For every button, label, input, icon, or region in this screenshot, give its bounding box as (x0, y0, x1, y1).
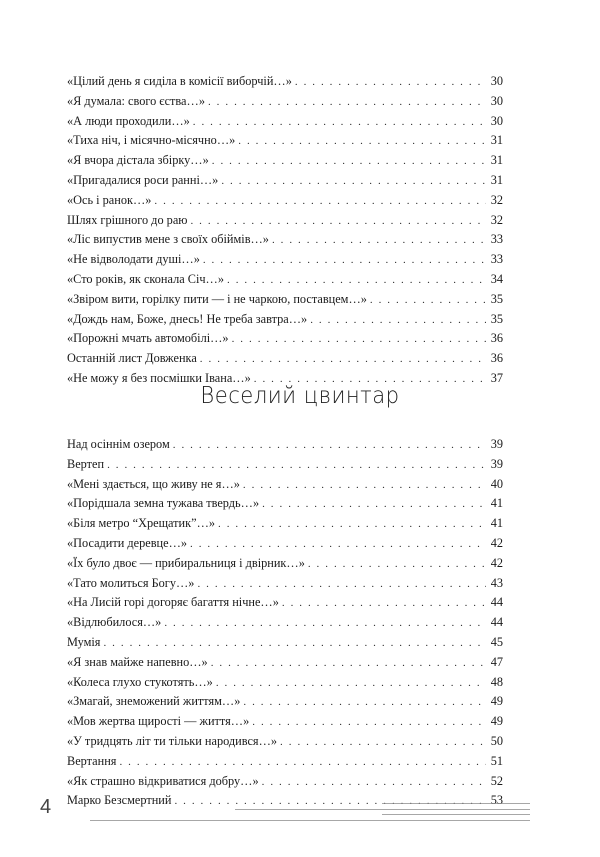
toc-entry-title: «Відлюбилося…» (67, 615, 162, 630)
toc-entry (67, 310, 503, 330)
toc-entry-title: «Біля метро “Хрещатик”…» (67, 516, 216, 531)
toc-entry-page: 44 (490, 615, 503, 630)
toc-entry (67, 613, 503, 633)
toc-leader-dots (221, 172, 486, 192)
toc-entry (67, 732, 503, 752)
toc-leader-dots (164, 614, 486, 634)
toc-entry-title: «Тиха ніч, і місячно-місячно…» (67, 133, 236, 148)
toc-entry-title: Останній лист Довженка (67, 351, 197, 366)
toc-entry (67, 574, 503, 594)
toc-entry-page: 34 (490, 271, 503, 286)
toc-leader-dots (103, 634, 486, 654)
toc-entry-title: «Ліс випустив мене з своїх обіймів…» (67, 232, 269, 247)
toc-leader-dots (308, 555, 486, 575)
toc-entry-title: «Не можу я без посмішки Івана…» (67, 370, 251, 385)
toc-entry-title: Вертеп (67, 456, 105, 471)
section-heading: Веселий цвинтар (200, 383, 400, 409)
toc-entry (67, 290, 503, 310)
toc-entry (67, 554, 503, 574)
toc-entry-title: Вертання (67, 753, 117, 768)
toc-entry-title: «Я знав майже напевно…» (67, 654, 208, 669)
toc-entry-title: «Сто років, як сконала Січ…» (67, 271, 224, 286)
toc-entry-title: Шлях грішного до раю (67, 212, 188, 227)
toc-leader-dots (203, 251, 486, 271)
toc-entry-page: 35 (490, 291, 503, 306)
toc-entry-title: «А люди проходили…» (67, 113, 190, 128)
toc-entry-page: 30 (490, 74, 503, 88)
toc-entry-title: «Не відволодати душі…» (67, 252, 200, 267)
toc-entry (67, 329, 503, 349)
toc-entry (67, 250, 503, 270)
toc-entry (67, 653, 503, 673)
toc-entry-title: «Звіром вити, горілку пити — і не чаркою, поставцем…» (67, 291, 367, 306)
toc-entry (67, 72, 503, 92)
toc-entry (67, 171, 503, 191)
toc-entry-page: 49 (490, 694, 503, 709)
toc-entry-page: 50 (490, 733, 503, 748)
toc-entry-page: 31 (490, 153, 503, 168)
toc-entry (67, 349, 503, 369)
toc-entry-title: «У тридцять літ ти тільки народився…» (67, 733, 278, 748)
toc-leader-dots (238, 132, 486, 152)
toc-entry-page: 32 (490, 192, 503, 207)
toc-entry (67, 692, 503, 712)
toc-entry (67, 712, 503, 732)
toc-entry-page: 43 (490, 575, 503, 590)
toc-entry (67, 191, 503, 211)
toc-entry (67, 112, 503, 132)
toc-entry-page: 52 (490, 773, 503, 788)
toc-entry-page: 31 (490, 133, 503, 148)
toc-entry-title: «Порідшала земна тужава твердь…» (67, 496, 260, 511)
toc-leader-dots (282, 594, 486, 614)
toc-leader-dots (154, 192, 486, 212)
toc-entry-page: 44 (490, 595, 503, 610)
toc-entry-page: 39 (490, 437, 503, 451)
toc-entry (67, 475, 503, 495)
toc-entry (67, 772, 503, 792)
toc-entry-title: «Я вчора дістала збірку…» (67, 153, 209, 168)
toc-entry (67, 270, 503, 290)
toc-leader-dots (197, 575, 486, 595)
toc-entry-title: «Ось і ранок…» (67, 192, 152, 207)
toc-entry-title: «Колеса глухо стукотять…» (67, 674, 213, 689)
toc-entry-page: 30 (490, 93, 503, 108)
toc-entry-page: 48 (490, 674, 503, 689)
toc-entry (67, 494, 503, 514)
toc-entry (67, 534, 503, 554)
toc-leader-dots (173, 436, 486, 456)
toc-leader-dots (232, 330, 486, 350)
toc-leader-dots (252, 713, 486, 733)
toc-entry-page: 39 (490, 456, 503, 471)
toc-entry-page: 41 (490, 516, 503, 531)
toc-entry (67, 435, 503, 455)
toc-entry-page: 36 (490, 331, 503, 346)
toc-entry-page: 40 (490, 476, 503, 491)
toc-entry-page: 42 (490, 535, 503, 550)
toc-entry-title: Мумія (67, 634, 101, 649)
toc-entry-title: «Порожні мчать автомобілі…» (67, 331, 229, 346)
toc-entry-page: 33 (490, 252, 503, 267)
toc-entry-title: «Змагай, знеможений життям…» (67, 694, 241, 709)
toc-leader-dots (218, 515, 486, 535)
toc-entry-page: 35 (490, 311, 503, 326)
toc-leader-dots (262, 773, 486, 793)
toc-entry-page: 42 (490, 555, 503, 570)
toc-entry-page: 33 (490, 232, 503, 247)
toc-entry-title: «Посадити деревце…» (67, 535, 188, 550)
toc-entry-page: 51 (490, 753, 503, 768)
toc-entry-title: «Цілий день я сиділа в комісії виборчій…» (67, 74, 292, 88)
toc-entry (67, 131, 503, 151)
toc-leader-dots (243, 476, 486, 496)
toc-leader-dots (190, 212, 486, 232)
toc-entry (67, 92, 503, 112)
toc-entry (67, 673, 503, 693)
toc-entry (67, 151, 503, 171)
toc-entry-page: 41 (490, 496, 503, 511)
toc-leader-dots (227, 271, 486, 291)
toc-entry (67, 455, 503, 475)
toc-entry-title: Марко Безсмертний (67, 793, 172, 808)
toc-leader-dots (200, 350, 486, 370)
toc-entry (67, 752, 503, 772)
toc-leader-dots (295, 73, 486, 93)
toc-entry-page: 47 (490, 654, 503, 669)
toc-entry-title: «Мов жертва щирості — життя…» (67, 714, 250, 729)
toc-leader-dots (193, 113, 486, 133)
toc-entry-page: 53 (490, 793, 503, 808)
toc-leader-dots (272, 231, 486, 251)
toc-entry (67, 593, 503, 613)
toc-leader-dots (208, 93, 486, 113)
toc-entry (67, 633, 503, 653)
toc-list-first (67, 72, 503, 389)
toc-entry (67, 211, 503, 231)
toc-leader-dots (107, 456, 486, 476)
toc-leader-dots (212, 152, 486, 172)
toc-leader-dots (211, 654, 486, 674)
toc-leader-dots (190, 535, 486, 555)
toc-entry (67, 514, 503, 534)
toc-entry-title: «Дождь нам, Боже, днесь! Не треба завтра…» (67, 311, 308, 326)
toc-entry-title: Над осіннім озером (67, 437, 170, 451)
toc-entry-page: 45 (490, 634, 503, 649)
toc-leader-dots (370, 291, 486, 311)
toc-entry-title: «Мені здається, що живу не я…» (67, 476, 240, 491)
toc-entry-title: «Тато молиться Богу…» (67, 575, 195, 590)
toc-leader-dots (310, 311, 486, 331)
toc-leader-dots (262, 495, 486, 515)
toc-leader-dots (243, 693, 486, 713)
toc-leader-dots (216, 674, 486, 694)
toc-entry-page: 32 (490, 212, 503, 227)
footer-decorative-lines (90, 802, 530, 824)
toc-list-second (67, 435, 503, 811)
toc-entry-title: «На Лисій горі догоряє багаття нічне…» (67, 595, 279, 610)
toc-leader-dots (280, 733, 486, 753)
toc-entry (67, 230, 503, 250)
toc-entry-title: «Я думала: свого єства…» (67, 93, 205, 108)
toc-entry-page: 36 (490, 351, 503, 366)
toc-entry-page: 49 (490, 714, 503, 729)
toc-entry-title: «Як страшно відкриватися добру…» (67, 773, 259, 788)
toc-entry-title: «Пригадалися роси ранні…» (67, 172, 219, 187)
toc-entry-page: 31 (490, 172, 503, 187)
toc-entry-page: 30 (490, 113, 503, 128)
page-number: 4 (40, 796, 52, 818)
toc-entry-title: «Їх було двоє — прибиральниця і двірник…» (67, 555, 305, 570)
toc-leader-dots (119, 753, 486, 773)
toc-entry-page: 37 (490, 370, 503, 385)
